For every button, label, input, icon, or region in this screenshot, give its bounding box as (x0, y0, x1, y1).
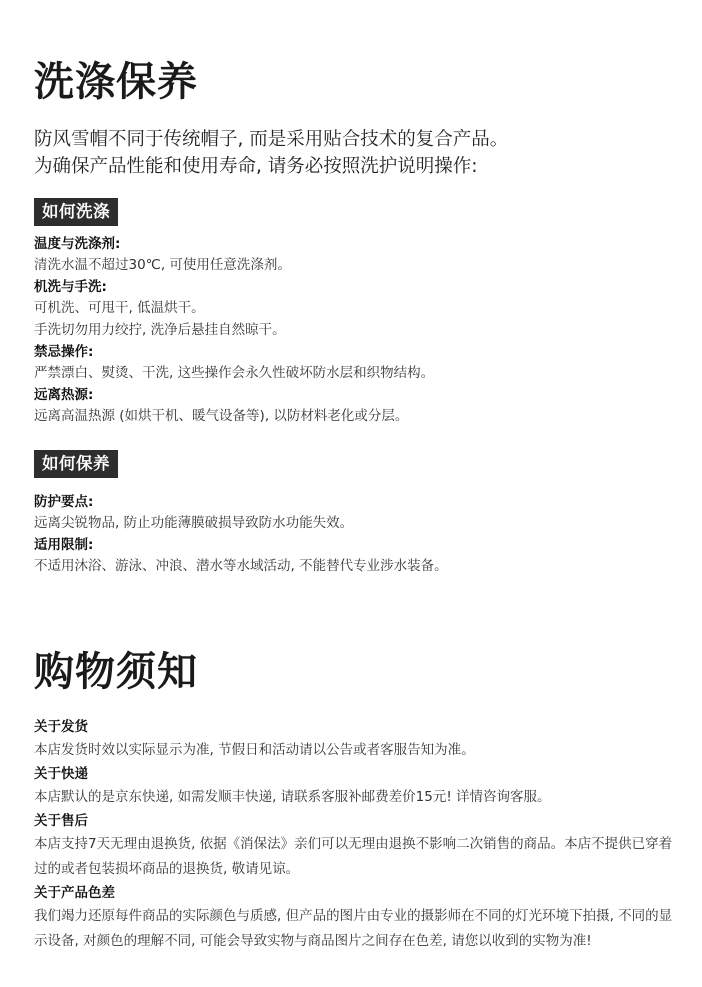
shopping-item (34, 810, 674, 882)
wash-tag: 如何洗涤 (34, 198, 118, 226)
shopping-item-heading: 关于快递 (34, 766, 88, 782)
wash-item (34, 342, 674, 384)
wash-item-text: 清洗水温不超过30℃, 可使用任意洗涤剂。 (34, 257, 291, 273)
shopping-item-text: 本店支持7天无理由退换货, 依据《消保法》亲们可以无理由退换不影响二次销售的商品。本店不提供已穿着过的或者包装损坏商品的退换货, 敬请见谅。 (34, 836, 673, 877)
maintain-item-text: 远离尖锐物品, 防止功能薄膜破损导致防水功能失效。 (34, 515, 354, 531)
maintain-item-text: 不适用沐浴、游泳、冲浪、潜水等水域活动, 不能替代专业涉水装备。 (34, 558, 448, 574)
shopping-item-heading: 关于售后 (34, 813, 88, 829)
maintain-section (34, 492, 674, 577)
wash-item-text: 可机洗、可甩干, 低温烘干。 (34, 300, 205, 316)
wash-item (34, 385, 674, 427)
wash-item (34, 277, 674, 341)
shopping-item-heading: 关于发货 (34, 719, 88, 735)
wash-item-text: 远离高温热源 (如烘干机、暖气设备等), 以防材料老化或分层。 (34, 408, 409, 424)
care-title: 洗涤保养 (34, 59, 198, 105)
maintain-item-heading: 适用限制: (34, 537, 94, 553)
shopping-item (34, 763, 674, 810)
shopping-title: 购物须知 (34, 649, 198, 695)
shopping-item-heading: 关于产品色差 (34, 885, 115, 901)
shopping-item-text: 我们竭力还原每件商品的实际颜色与质感, 但产品的图片由专业的摄影师在不同的灯光环境下拍摄, 不同的显示设备, 对颜色的理解不同, 可能会导致实物与商品图片之间存在色差, 请您以收到的实物为准! (34, 908, 673, 949)
shopping-item (34, 716, 674, 763)
shopping-item-text: 本店发货时效以实际显示为准, 节假日和活动请以公告或者客服告知为准。 (34, 742, 475, 758)
wash-item-heading: 温度与洗涤剂: (34, 236, 121, 252)
wash-item-heading: 机洗与手洗: (34, 279, 107, 295)
maintain-item (34, 492, 674, 534)
wash-item (34, 234, 674, 276)
maintain-item-heading: 防护要点: (34, 494, 94, 510)
wash-item-heading: 禁忌操作: (34, 344, 94, 360)
shopping-item (34, 882, 674, 954)
shopping-item-text: 本店默认的是京东快递, 如需发顺丰快递, 请联系客服补邮费差价15元! 详情咨询客服。 (34, 789, 551, 805)
wash-section (34, 234, 674, 427)
wash-item-text: 严禁漂白、熨烫、干洗, 这些操作会永久性破坏防水层和织物结构。 (34, 365, 435, 381)
intro-line: 为确保产品性能和使用寿命, 请务必按照洗护说明操作: (34, 156, 478, 177)
maintain-tag: 如何保养 (34, 450, 118, 478)
care-intro (34, 126, 508, 180)
shopping-section (34, 716, 674, 954)
wash-item-text: 手洗切勿用力绞拧, 洗净后悬挂自然晾干。 (34, 322, 286, 338)
wash-item-heading: 远离热源: (34, 387, 94, 403)
maintain-item (34, 535, 674, 577)
intro-line: 防风雪帽不同于传统帽子, 而是采用贴合技术的复合产品。 (34, 129, 509, 150)
